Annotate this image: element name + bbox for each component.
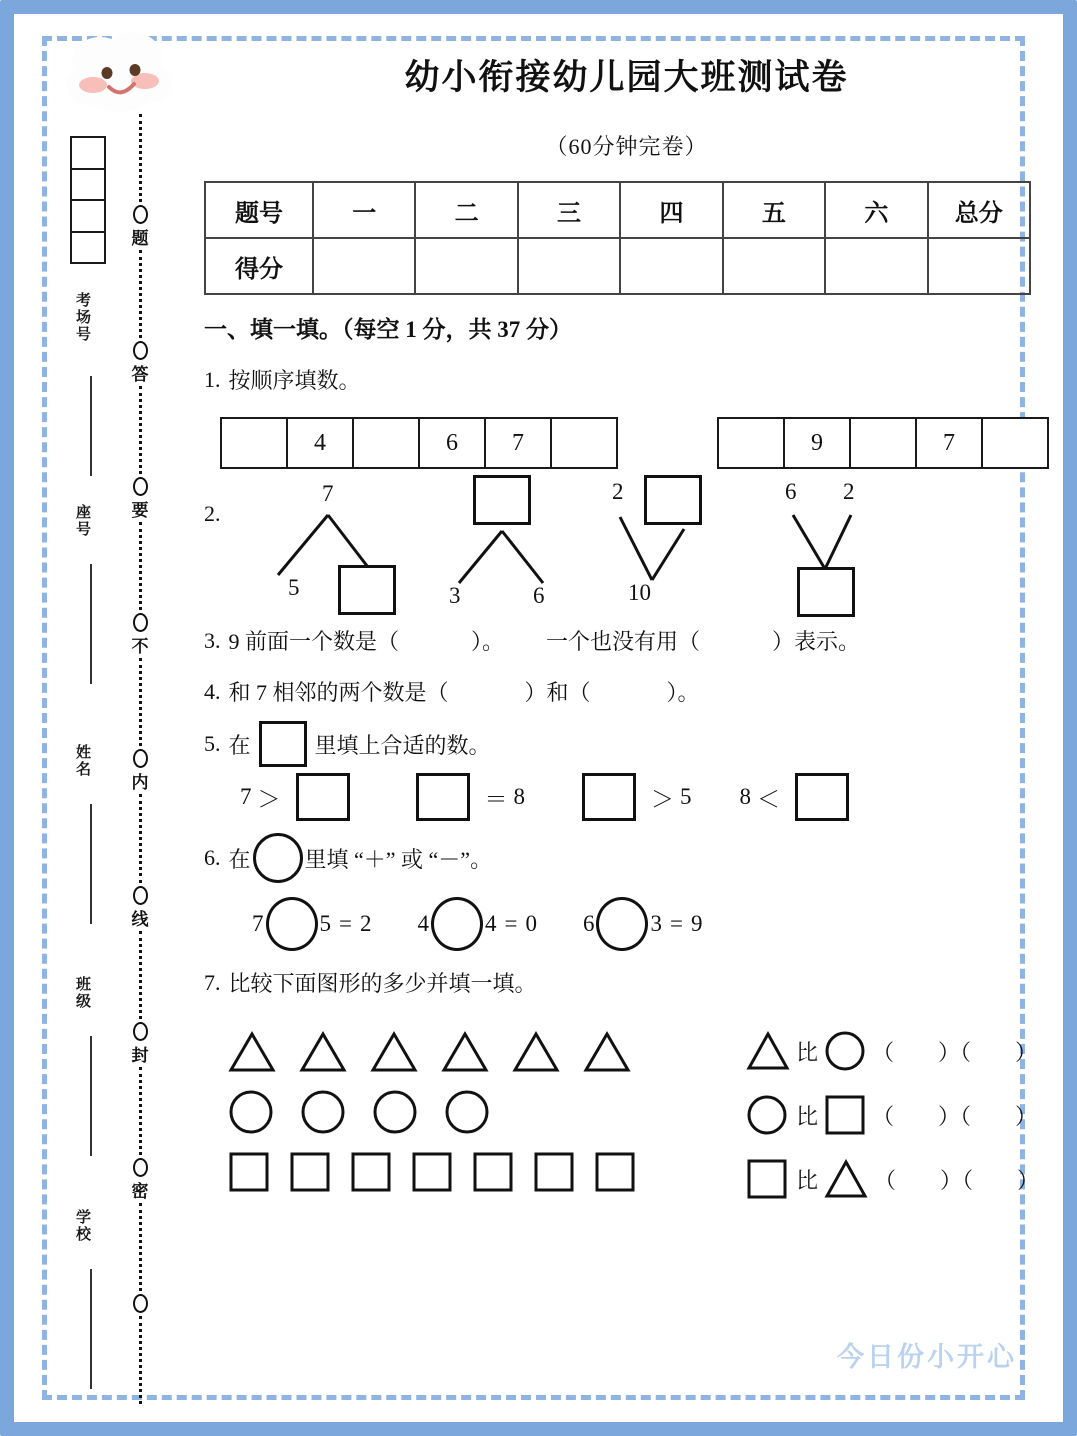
score-table <box>204 181 1031 295</box>
bond-4-top-left: 6 <box>785 479 797 504</box>
seal-char-5: 线 <box>131 909 149 929</box>
eq-1-result: 2 <box>359 911 372 936</box>
field-rule-school[interactable] <box>90 1269 92 1389</box>
seq-cell[interactable]: 4 <box>286 417 354 469</box>
bond-4-top-right: 2 <box>843 479 855 504</box>
seq-cell[interactable] <box>981 417 1049 469</box>
compare-statement-2 <box>746 1094 1039 1136</box>
question-5-demo-box <box>259 721 307 767</box>
inequality-3 <box>573 773 692 821</box>
seal-char-2: 要 <box>131 501 149 521</box>
score-cell-2[interactable] <box>518 238 620 294</box>
seal-dots <box>139 1067 142 1155</box>
question-4-text-a: 和 7 相邻的两个数是（ <box>228 680 449 705</box>
ineq-3-right: 5 <box>680 784 692 809</box>
compare-1-blanks[interactable]: （ ）（ ） <box>871 1039 1037 1065</box>
score-cell-1[interactable] <box>415 238 517 294</box>
seq-cell[interactable]: 7 <box>915 417 983 469</box>
square-icon <box>228 1151 270 1193</box>
ineq-4-blank[interactable] <box>795 773 849 821</box>
seal-dots <box>139 250 142 338</box>
square-icon <box>350 1151 392 1193</box>
page-title: 幼小衔接幼儿园大班测试卷 <box>404 58 849 97</box>
score-col-3: 四 <box>620 182 722 238</box>
id-cell[interactable] <box>72 201 104 233</box>
question-6-text-b: 里填 “＋” 或 “－”。 <box>304 846 493 872</box>
square-icon <box>289 1151 331 1193</box>
question-6 <box>204 833 1049 883</box>
triangle-icon <box>441 1031 489 1073</box>
circle-icon <box>746 1094 790 1136</box>
question-6-equations <box>204 897 1049 951</box>
seal-circle <box>133 477 148 496</box>
question-5-number: 5. <box>204 731 221 756</box>
question-3 <box>204 625 1049 656</box>
score-col-6: 总分 <box>928 182 1030 238</box>
watermark-text: 今日份小开心 <box>837 1342 1017 1372</box>
question-7-compare <box>204 1028 1049 1200</box>
page-subtitle: （60分钟完卷） <box>545 134 708 159</box>
seal-dots <box>139 1316 142 1404</box>
triangle-icon <box>228 1031 276 1073</box>
field-rule-exam-hall[interactable] <box>90 376 92 476</box>
section-heading-1: 一、填一填。（每空 1 分，共 37 分） <box>204 317 572 342</box>
seal-circle <box>133 886 148 905</box>
question-2-number: 2. <box>204 501 221 526</box>
seq-cell[interactable] <box>220 417 288 469</box>
ineq-3-blank[interactable] <box>582 773 636 821</box>
eq-2-equals: = <box>504 911 518 936</box>
ineq-1-blank[interactable] <box>296 773 350 821</box>
eq-1-a: 7 <box>252 911 264 936</box>
field-rule-class[interactable] <box>90 1036 92 1156</box>
seal-circle <box>133 613 148 632</box>
triangle-icon <box>370 1031 418 1073</box>
seal-dotted-line <box>122 114 158 1404</box>
eq-3-b: 3 <box>650 911 662 936</box>
question-4-text-c: ）。 <box>666 680 700 705</box>
ineq-4-left: 8 <box>739 784 751 809</box>
cloud-mascot-icon <box>66 28 174 122</box>
square-icon <box>824 1094 866 1136</box>
ineq-1-op: ＞ <box>257 786 281 812</box>
triangle-icon <box>512 1031 560 1073</box>
field-label-name: 姓名 <box>74 744 90 778</box>
seal-char-4: 内 <box>131 773 149 793</box>
seal-circle <box>133 341 148 360</box>
eq-2-op-blank[interactable] <box>431 897 483 951</box>
bond-3-top-left: 2 <box>612 479 624 504</box>
field-label-exam-hall: 考场号 <box>74 292 90 343</box>
bond-3-bottom: 10 <box>628 580 651 605</box>
square-icon <box>472 1151 514 1193</box>
seal-circle <box>133 1022 148 1041</box>
compare-3-blanks[interactable]: （ ）（ ） <box>873 1167 1039 1193</box>
seq-cell[interactable]: 7 <box>484 417 552 469</box>
ineq-2-right: 8 <box>513 784 525 809</box>
score-cell-6[interactable] <box>928 238 1030 294</box>
seal-char-6: 封 <box>131 1045 149 1065</box>
seal-dots <box>139 794 142 882</box>
number-bond-4 <box>771 475 946 620</box>
seal-circle <box>133 1158 148 1177</box>
bond-2-left: 3 <box>449 583 461 608</box>
field-rule-name[interactable] <box>90 804 92 924</box>
inequality-4 <box>740 773 859 821</box>
sequence-row-2 <box>719 417 1049 469</box>
table-row-header <box>205 182 1030 238</box>
number-bond-2 <box>421 475 596 620</box>
question-6-text-a: 在 <box>228 846 251 872</box>
question-3-text-a: 9 前面一个数是（ <box>228 629 400 654</box>
score-row-label-1: 得分 <box>205 238 313 294</box>
inequality-1 <box>240 773 359 821</box>
square-icon <box>594 1151 636 1193</box>
field-label-seat: 座号 <box>74 504 90 538</box>
question-1-text: 按顺序填数。 <box>228 368 361 393</box>
seal-dots <box>139 114 142 202</box>
ineq-2-op: ＝ <box>484 786 508 812</box>
compare-statements <box>746 1028 1039 1200</box>
circle-icon <box>300 1089 346 1135</box>
compare-statement-3 <box>746 1158 1039 1200</box>
seal-dots <box>139 386 142 474</box>
shape-row-circles <box>228 1088 636 1136</box>
eq-3-op-blank[interactable] <box>596 897 648 951</box>
question-4-text-b: ）和（ <box>524 680 591 705</box>
seq-cell[interactable] <box>717 417 785 469</box>
question-7-number: 7. <box>204 969 221 995</box>
seal-dots <box>139 931 142 1019</box>
question-3-number: 3. <box>204 627 221 653</box>
seq-cell[interactable]: 9 <box>783 417 851 469</box>
bond-4-bottom-blank[interactable] <box>797 567 855 617</box>
compare-2-word: 比 <box>795 1103 818 1129</box>
eq-3-a: 6 <box>582 911 595 936</box>
seal-char-7: 密 <box>131 1181 149 1201</box>
score-cell-0[interactable] <box>313 238 415 294</box>
question-7-text: 比较下面图形的多少并填一填。 <box>228 971 537 996</box>
field-label-school: 学校 <box>74 1209 90 1243</box>
seal-char-1: 答 <box>131 365 149 385</box>
seal-char-0: 题 <box>131 229 149 249</box>
ineq-4-op: ＜ <box>757 786 780 812</box>
ineq-2-blank[interactable] <box>416 773 470 821</box>
sequence-row-1 <box>222 417 618 469</box>
compare-statement-1 <box>746 1030 1039 1072</box>
seal-char-3: 不 <box>131 637 149 657</box>
score-cell-5[interactable] <box>825 238 927 294</box>
number-bond-1 <box>246 475 421 620</box>
bond-2-right: 6 <box>533 583 545 608</box>
bond-1-left: 5 <box>288 575 300 600</box>
compare-3-word: 比 <box>795 1167 818 1193</box>
circle-icon <box>228 1089 274 1135</box>
seq-cell[interactable] <box>849 417 917 469</box>
id-cell[interactable] <box>72 138 104 170</box>
triangle-icon <box>824 1159 868 1199</box>
question-2 <box>204 475 1049 623</box>
eq-1-equals: = <box>339 911 352 936</box>
eq-2-b: 4 <box>484 911 497 936</box>
compare-1-word: 比 <box>795 1039 818 1065</box>
exam-id-grid[interactable] <box>70 136 106 264</box>
table-row-scores <box>205 238 1030 294</box>
circle-icon <box>824 1030 866 1072</box>
id-cell[interactable] <box>72 233 104 263</box>
shape-row-triangles <box>228 1028 636 1076</box>
circle-icon <box>444 1089 490 1135</box>
eq-1-b: 5 <box>319 911 331 936</box>
eq-2-result: 0 <box>525 911 537 936</box>
question-3-text-c: 一个也没有用（ <box>546 629 701 654</box>
score-row-label-0: 题号 <box>205 182 313 238</box>
question-1 <box>204 364 1049 395</box>
field-rule-seat[interactable] <box>90 564 92 684</box>
seal-circle <box>133 1294 148 1313</box>
question-3-text-b: ）。 <box>471 629 505 654</box>
ineq-1-left: 7 <box>240 784 252 809</box>
score-col-2: 三 <box>518 182 620 238</box>
triangle-icon <box>299 1031 347 1073</box>
inequality-2 <box>407 773 526 821</box>
score-cell-3[interactable] <box>620 238 722 294</box>
seal-sidebar <box>48 114 168 1414</box>
ineq-3-op: ＞ <box>651 786 674 812</box>
question-7 <box>204 967 1049 998</box>
question-3-text-d: ）表示。 <box>772 629 861 654</box>
bond-1-right-blank[interactable] <box>338 565 396 615</box>
equation-2 <box>417 897 536 951</box>
seal-dots <box>139 658 142 746</box>
seq-cell[interactable] <box>550 417 618 469</box>
square-icon <box>746 1158 790 1200</box>
eq-2-a: 4 <box>417 911 429 936</box>
question-5 <box>204 721 1049 767</box>
question-1-number: 1. <box>204 366 221 392</box>
field-label-class: 班级 <box>74 976 90 1010</box>
score-col-0: 一 <box>313 182 415 238</box>
compare-2-blanks[interactable]: （ ）（ ） <box>871 1103 1037 1129</box>
circle-icon <box>372 1089 418 1135</box>
question-5-text-a: 在 <box>228 732 251 758</box>
question-4-number: 4. <box>204 678 221 704</box>
question-5-text-b: 里填上合适的数。 <box>314 732 491 758</box>
eq-1-op-blank[interactable] <box>266 897 318 951</box>
exam-content <box>204 38 1049 1200</box>
score-col-1: 二 <box>415 182 517 238</box>
question-5-inequalities <box>204 773 1049 821</box>
sequence-boxes <box>204 417 1049 469</box>
shape-grid <box>228 1028 636 1200</box>
square-icon <box>411 1151 453 1193</box>
seq-cell[interactable] <box>352 417 420 469</box>
equation-3 <box>583 897 702 951</box>
seq-cell[interactable]: 6 <box>418 417 486 469</box>
question-6-demo-circle <box>253 833 303 883</box>
equation-1 <box>252 897 371 951</box>
eq-3-result: 9 <box>690 911 703 936</box>
question-4 <box>204 676 1049 707</box>
triangle-icon <box>746 1031 790 1071</box>
question-6-number: 6. <box>204 845 221 870</box>
eq-3-equals: = <box>669 911 683 936</box>
bond-1-top: 7 <box>322 481 334 506</box>
seal-circle <box>133 205 148 224</box>
score-col-4: 五 <box>723 182 825 238</box>
score-col-5: 六 <box>825 182 927 238</box>
score-cell-4[interactable] <box>723 238 825 294</box>
shape-row-squares <box>228 1148 636 1196</box>
triangle-icon <box>583 1031 631 1073</box>
seal-circle <box>133 749 148 768</box>
seal-dots <box>139 522 142 610</box>
seal-dots <box>139 1203 142 1291</box>
number-bond-3 <box>596 475 771 620</box>
square-icon <box>533 1151 575 1193</box>
id-cell[interactable] <box>72 170 104 202</box>
